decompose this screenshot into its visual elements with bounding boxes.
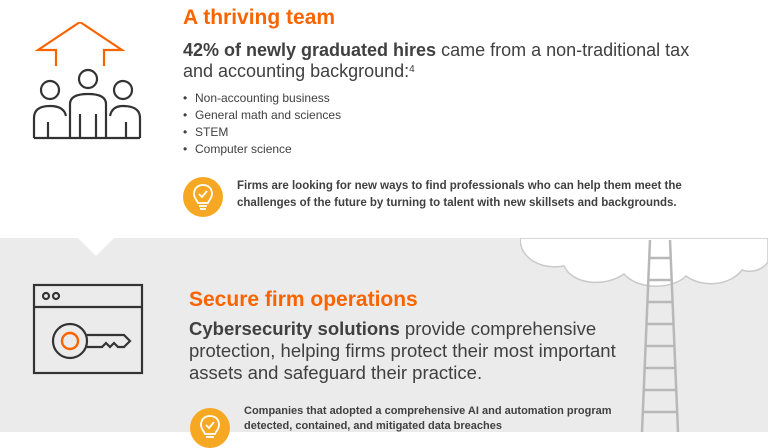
lead-text-cybersecurity bbox=[189, 318, 619, 384]
lead-rest: came from a non-traditional tax and accounting background: bbox=[183, 40, 690, 81]
section-title-secure-operations: Secure firm operations bbox=[189, 288, 418, 311]
team-growth-icon bbox=[30, 22, 150, 147]
lead-text-hires bbox=[183, 40, 723, 82]
note-ai-automation: Companies that adopted a comprehensive AI and automation program detected, contained, and mitigated data breaches bbox=[244, 405, 612, 432]
list-item: • Computer science bbox=[183, 141, 341, 158]
list-item: • Non-accounting business bbox=[183, 90, 341, 107]
footnote-marker: 4 bbox=[409, 64, 415, 75]
browser-key-icon bbox=[32, 283, 144, 375]
lightbulb-check-icon bbox=[183, 177, 223, 217]
list-item: • General math and sciences bbox=[183, 107, 341, 124]
ladder-icon bbox=[632, 236, 688, 432]
lead-bold: Cybersecurity solutions bbox=[189, 318, 400, 339]
lead-bold: 42% of newly graduated hires bbox=[183, 40, 437, 60]
lead-rest: provide comprehensive protection, helping firms protect their most important assets and safeguard their practice. bbox=[189, 318, 616, 383]
background-list bbox=[183, 90, 341, 158]
lightbulb-check-icon bbox=[190, 408, 230, 448]
speech-pointer bbox=[78, 238, 114, 258]
section-title-thriving-team: A thriving team bbox=[183, 6, 336, 29]
list-item: • STEM bbox=[183, 124, 341, 141]
note-talent: Firms are looking for new ways to find professionals who can help them meet the challenges of the future by turning to talent with new skillsets and backgrounds. bbox=[237, 180, 682, 209]
